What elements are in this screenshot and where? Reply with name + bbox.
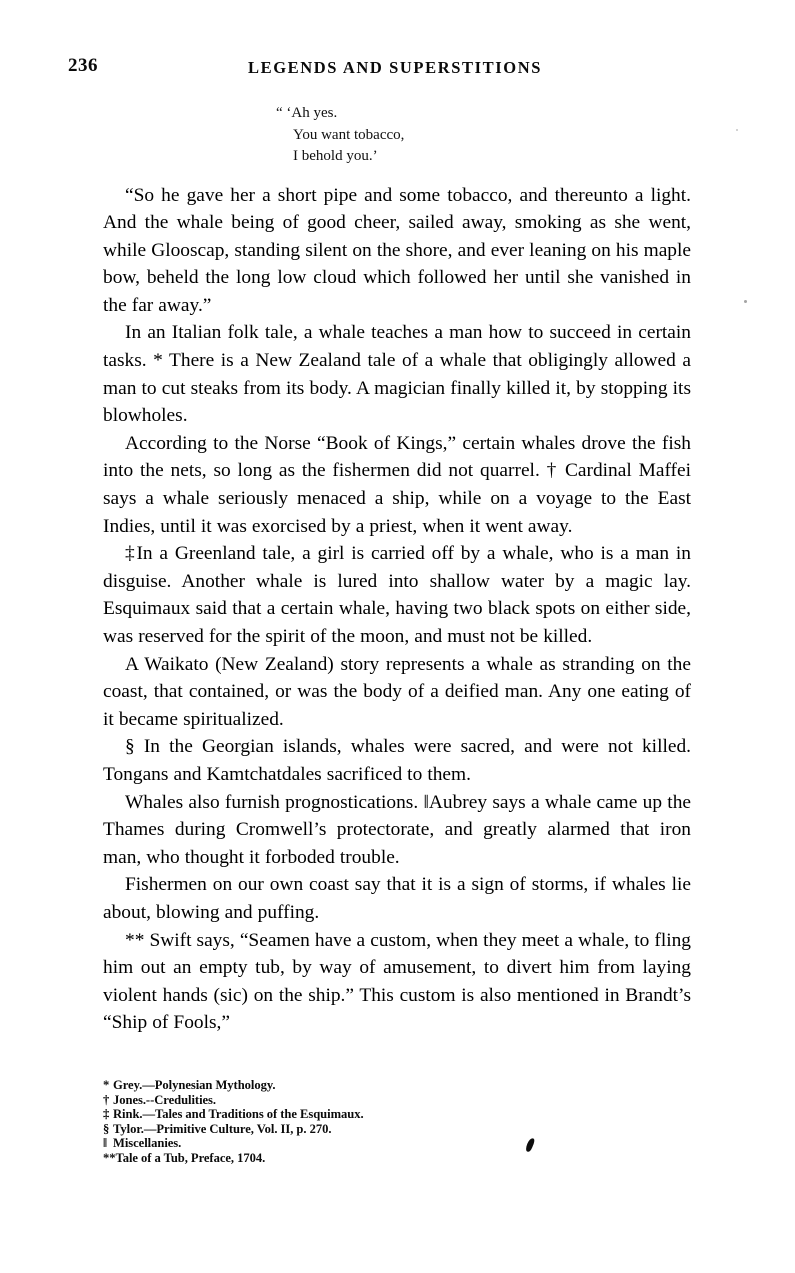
footnote-item [103,1078,663,1093]
paragraph-glooscap: “So he gave her a short pipe and some tobacco, and thereunto a light. And the whale being of good cheer, sailed away, smoking as she went, while Glooscap, standing silent on the shore, and ever leaning on his maple bow, beheld the long low cloud which followed her until she vanished in the far away.” [103,184,691,316]
footnote-text: Grey.—Polynesian Mythology. [113,1078,276,1092]
paragraph-swift: ** Swift says, “Seamen have a custom, when they meet a whale, to fling him out an empty tub, by way of amusement, to divert him from laying violent hands (sic) on the ship.” This custom is also mentioned in Brandt’s “Ship of Fools,” [103,929,691,1034]
paragraph-italian: In an Italian folk tale, a whale teaches a man how to succeed in certain tasks. * There is a New Zealand tale of a whale that obligingly allowed a man to cut steaks from its body. A magician finally killed it, by stopping its blowholes. [103,322,691,427]
scan-speck-artifact [744,300,747,303]
paragraph-greenland: ‡In a Greenland tale, a girl is carried off by a whale, who is a man in disguise. Another whale is lured into shallow water by a magic lay. Esquimaux said that a certain whale, having two black spots on either side, was reserved for the spirit of the moon, and must not be killed. [103,543,691,647]
footnote-block [103,1078,663,1166]
epigraph-line-1: “ ‘Ah yes. [276,105,338,121]
footnote-item [103,1151,663,1166]
page-number: 236 [68,55,98,76]
epigraph-line-2: You want tobacco, [293,126,405,143]
footnote-marker: ‖ [103,1136,108,1151]
footnote-text: Jones.--Credulities. [113,1092,217,1107]
verse-epigraph [103,103,691,168]
text-block [103,103,691,1037]
running-head [0,55,795,81]
footnote-marker: ** [103,1150,116,1165]
footnote-text: Miscellanies. [113,1136,182,1151]
paragraph-aubrey: Whales also furnish prognostications. ‖Aubrey says a whale came up the Thames during Cromwell’s protectorate, and greatly alarmed that iron man, who thought it forboded trouble. [103,791,691,868]
paragraph-waikato: A Waikato (New Zealand) story represents a whale as stranding on the coast, that contained, or was the body of a deified man. Any one eating of it became spiritualized. [103,653,691,730]
footnote-item [103,1122,663,1137]
running-title: LEGENDS AND SUPERSTITIONS [248,58,542,77]
paragraph-norse: According to the Norse “Book of Kings,” certain whales drove the fish into the nets, so long as the fishermen did not quarrel. † Cardinal Maffei says a whale seriously menaced a ship, while on a voyage to the East Indies, until it was exorcised by a priest, when it went away. [103,432,691,537]
footnote-text: Tylor.—Primitive Culture, Vol. II, p. 270. [113,1121,332,1136]
footnote-text: Rink.—Tales and Traditions of the Esquimaux. [113,1107,364,1122]
footnote-marker: ‡ [103,1107,110,1122]
footnote-marker: § [103,1121,110,1136]
scan-speck-artifact [736,129,738,131]
footnote-marker: † [103,1092,110,1107]
paragraph-georgian: § In the Georgian islands, whales were sacred, and were not killed. Tongans and Kamtchatdales sacrificed to them. [103,736,691,785]
footnote-text: Tale of a Tub, Preface, 1704. [115,1150,266,1165]
footnote-marker: * [103,1078,110,1092]
footnote-item [103,1136,663,1151]
footnote-item [103,1093,663,1108]
paragraph-fishermen: Fishermen on our own coast say that it is a sign of storms, if whales lie about, blowing and puffing. [103,874,691,923]
epigraph-line-3: I behold you.’ [293,148,378,164]
footnote-item [103,1107,663,1122]
